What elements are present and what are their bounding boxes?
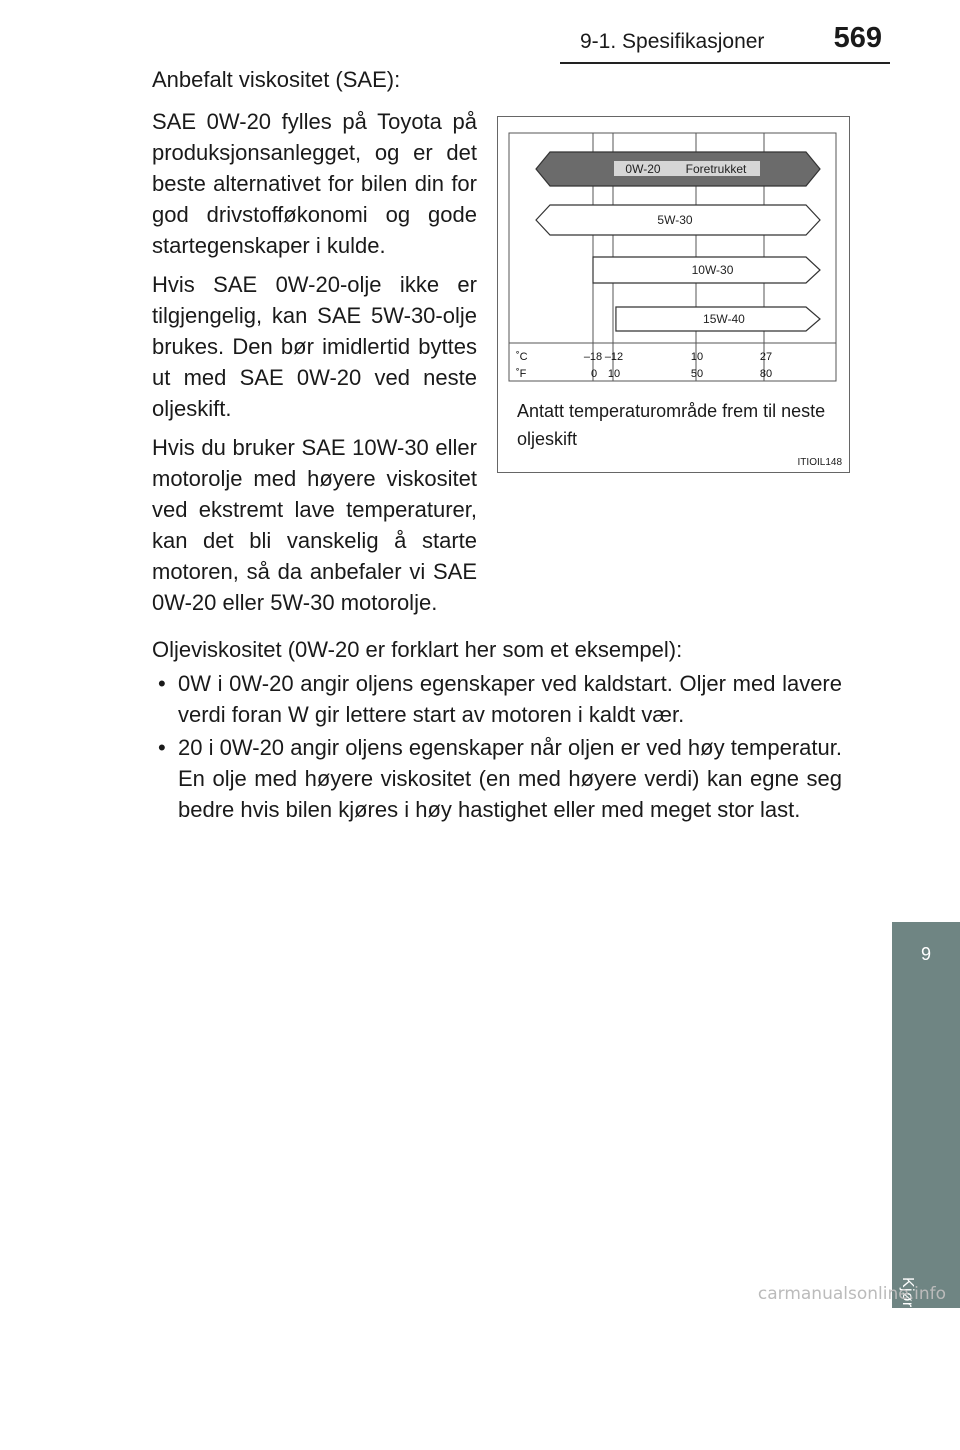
viscosity-heading: Oljeviskositet (0W-20 er forklart her som et eksempel): <box>152 637 683 662</box>
paragraph-alternative-oil: Hvis SAE 0W-20-olje ikke er tilgjengelig, kan SAE 5W-30-olje brukes. Den bør imidlertid byttes ut med SAE 0W-20 ved neste oljeskift. <box>152 272 477 421</box>
celsius-tick: 27 <box>759 351 773 363</box>
bullet-list <box>152 668 842 825</box>
celsius-tick: –18 <box>583 351 603 363</box>
grade-label: 0W-20 <box>625 162 661 176</box>
figure-caption: Antatt temperaturområde frem til neste oljeskift <box>517 401 826 449</box>
unit-fahrenheit: ˚F <box>516 368 527 380</box>
fahrenheit-tick: 10 <box>607 368 621 380</box>
viscosity-figure <box>497 116 850 473</box>
grade-label: 10W-30 <box>691 263 734 277</box>
intro-text: Anbefalt viskositet (SAE): <box>152 67 401 92</box>
grade-label: 15W-40 <box>703 312 745 326</box>
page-header <box>150 18 890 58</box>
chapter-tab[interactable] <box>892 922 960 1450</box>
header-rule <box>560 62 890 64</box>
figure-id: ITIOIL148 <box>797 457 842 468</box>
list-item: • 0W i 0W-20 angir oljens egenskaper ved kaldstart. Oljer med lavere verdi foran W gir lettere start av motoren i kaldt vær. <box>152 668 842 730</box>
section-title: 9-1. Spesifikasjoner <box>580 30 765 53</box>
fahrenheit-tick: 50 <box>690 368 704 380</box>
celsius-tick: –12 <box>604 351 624 363</box>
page-number: 569 <box>833 22 882 54</box>
list-item: • 20 i 0W-20 angir oljens egenskaper når oljen er ved høy temperatur. En olje med høyere viskositet (en med høyere verdi) kan egne seg bedre hvis bilen kjøres i høy hastighet eller med meget stor last. <box>152 732 842 825</box>
preferred-note: Foretrukket <box>685 162 747 176</box>
grade-label: 5W-30 <box>657 213 693 227</box>
viscosity-explanation <box>152 634 842 827</box>
chapter-number: 9 <box>920 944 931 964</box>
unit-celsius: ˚C <box>516 351 528 363</box>
paragraph-factory-fill: SAE 0W-20 fylles på Toyota på produksjonsanlegget, og er det beste alternativet for bilen din for god drivstofføkonomi og gode startegenskaper i kulde. <box>152 109 477 258</box>
chapter-label: Kjøretøyspesifikasjoner <box>899 1277 916 1450</box>
fahrenheit-tick: 0 <box>590 368 598 380</box>
text-column <box>152 106 477 626</box>
viscosity-chart <box>498 117 849 397</box>
fahrenheit-tick: 80 <box>759 368 773 380</box>
celsius-tick: 10 <box>690 351 704 363</box>
watermark-footer: carmanualsonline.info <box>757 1284 946 1304</box>
paragraph-cold-start: Hvis du bruker SAE 10W-30 eller motorolje med høyere viskositet ved ekstremt lave temperaturer, kan det bli vanskelig å starte motoren, så da anbefaler vi SAE 0W-20 eller 5W-30 motorolje. <box>152 435 477 615</box>
